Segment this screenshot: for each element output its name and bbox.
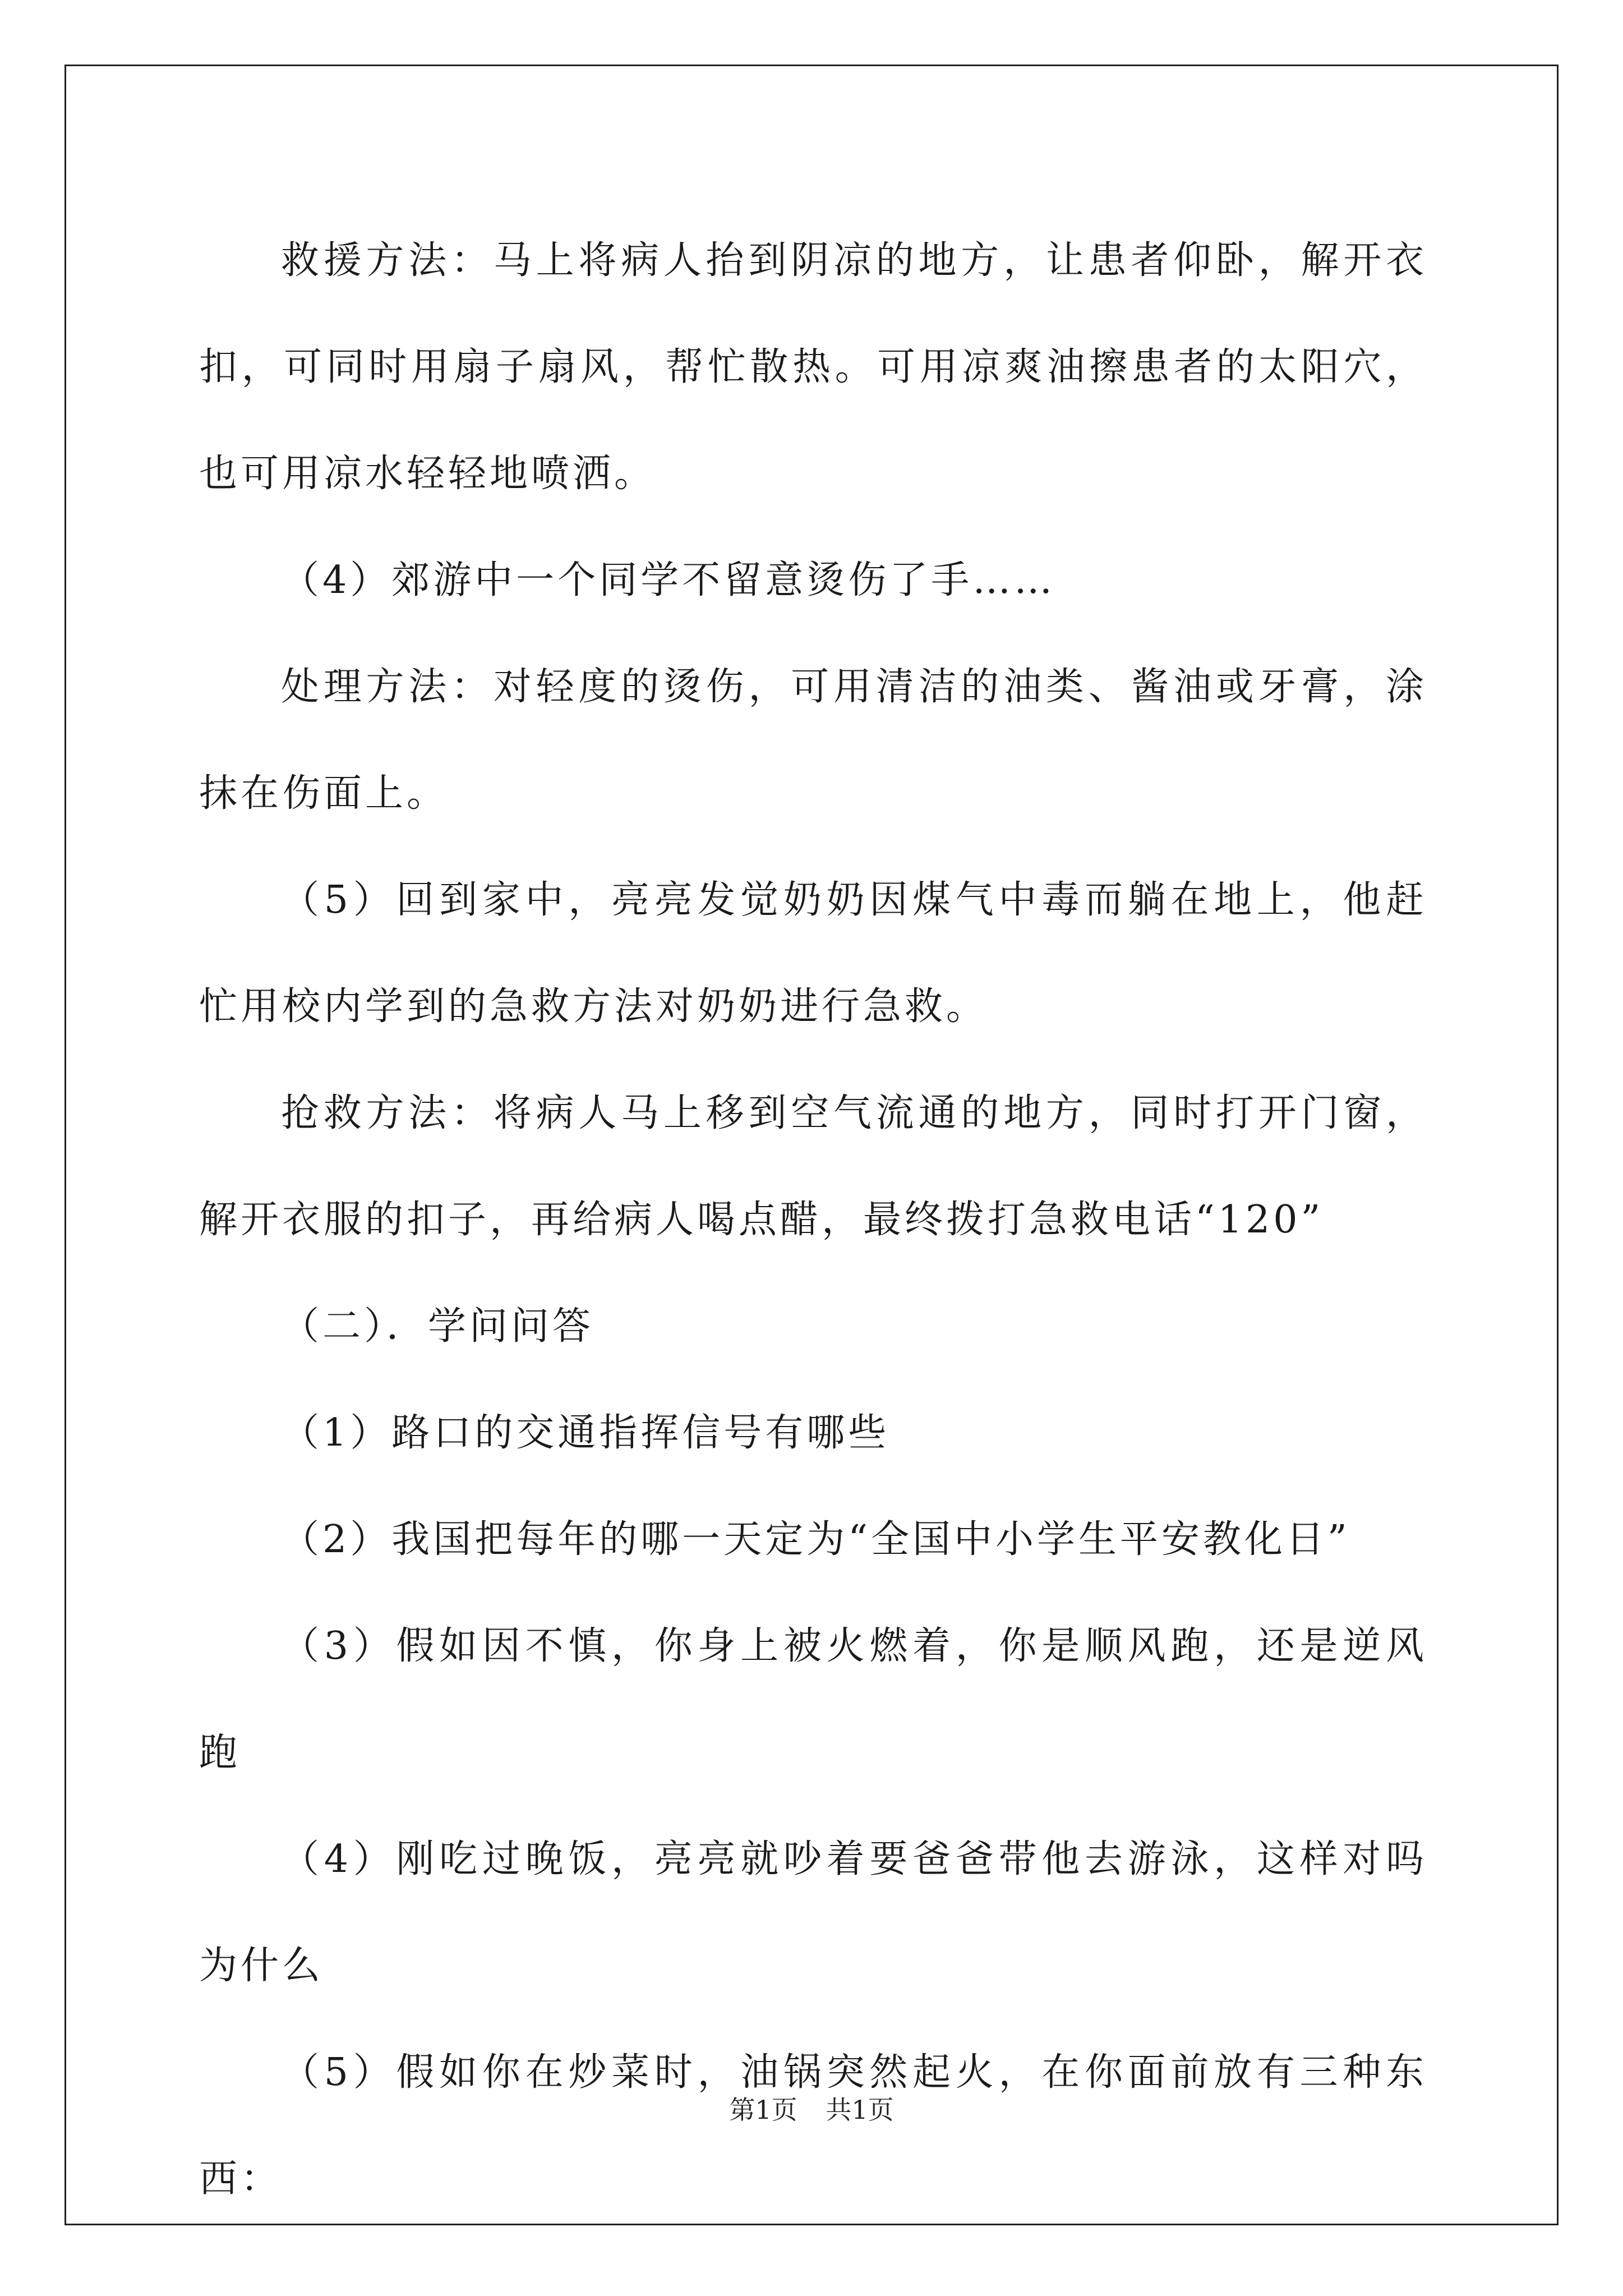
paragraph-case-5-gas: （5）回到家中，亮亮发觉奶奶因煤气中毒而躺在地上，他赶忙用校内学到的急救方法对奶奶进行急救。 (199, 878, 1427, 1029)
question-4: （4）刚吃过晚饭，亮亮就吵着要爸爸带他去游泳，这样对吗为什么 (199, 1837, 1427, 1988)
page-footer (0, 2090, 1623, 2127)
paragraph-gas-rescue: 抢救方法：将病人马上移到空气流通的地方，同时打开门窗，解开衣服的扣子，再给病人喝点醋，最终拨打急救电话“120” (199, 1091, 1427, 1242)
document-body (199, 208, 1427, 2233)
paragraph-case-4-burn: （4）郊游中一个同学不留意烫伤了手…… (281, 558, 1056, 602)
page-total: 共1页 (826, 2095, 894, 2125)
question-3: （3）假如因不慎，你身上被火燃着，你是顺风跑，还是逆风跑 (199, 1624, 1427, 1775)
question-1: （1）路口的交通指挥信号有哪些 (281, 1411, 890, 1455)
page-number: 第1页 (729, 2095, 797, 2125)
question-5: （5）假如你在炒菜时，油锅突然起火，在你面前放有三种东西： (199, 2050, 1427, 2201)
paragraph-rescue-heatstroke: 救援方法：马上将病人抬到阴凉的地方，让患者仰卧，解开衣扣，可同时用扇子扇风，帮忙散热。可用凉爽油擦患者的太阳穴，也可用凉水轻轻地喷洒。 (199, 238, 1427, 496)
question-2: （2）我国把每年的哪一天定为“全国中小学生平安教化日” (281, 1517, 1350, 1562)
paragraph-burn-treatment: 处理方法：对轻度的烫伤，可用清洁的油类、酱油或牙膏，涂抹在伤面上。 (199, 665, 1427, 816)
section-heading-qa: （二）．学问问答 (281, 1304, 594, 1349)
